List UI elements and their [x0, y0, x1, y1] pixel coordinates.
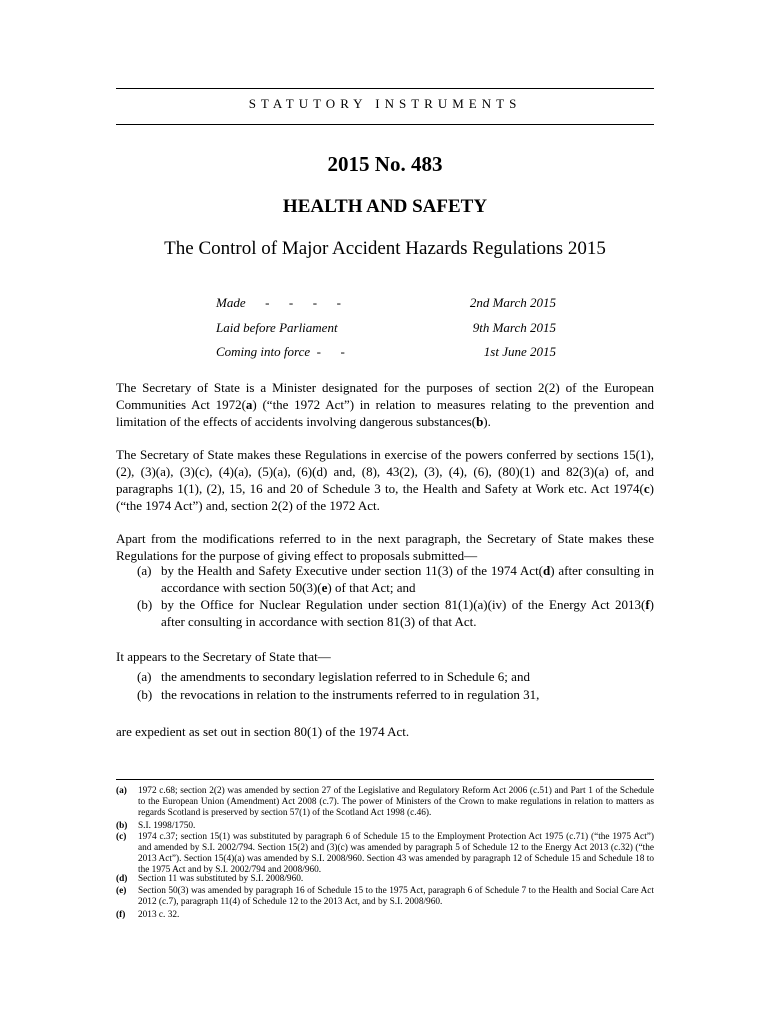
- recital-paragraph-2: The Secretary of State makes these Regulations in exercise of the powers conferred by sections 15(1), (2), (3)(a), (3)(c), (4)(a), (5)(a), (6)(d) and, (8), 43(2), (3), (4), (6), (80)(1) and 82(3)(a) of, and paragraphs 1(1), (2), 15, 16 and 20 of Schedule 3 to, the Health and Safety at Work etc. Act 1974(c) (“the 1974 Act”) and, section 2(2) of the 1972 Act.: [116, 447, 654, 513]
- list-item: (a) by the Health and Safety Executive under section 11(3) of the 1974 Act(d) after consulting in accordance with section 50(3)(e) of that Act; and: [137, 563, 654, 595]
- recital-paragraph-1: The Secretary of State is a Minister designated for the purposes of section 2(2) of the European Communities Act 1972(a) (“the 1972 Act”) in relation to measures relating to the prevention and limitation of the effects of accidents involving dangerous substances(b).: [116, 380, 654, 429]
- footnote: (b) S.I. 1998/1750.: [116, 821, 196, 831]
- footnote-ref: e: [321, 580, 328, 595]
- date-row-coming-into-force: [216, 344, 556, 364]
- subject-heading: HEALTH AND SAFETY: [282, 196, 488, 217]
- date-value: 2nd March 2015: [469, 295, 556, 310]
- footnote-ref: f: [645, 597, 650, 612]
- footnote-ref: b: [476, 414, 484, 429]
- date-label: Laid before Parliament: [216, 320, 338, 335]
- si-number: 2015 No. 483: [327, 152, 443, 176]
- footnote: (e) Section 50(3) was amended by paragraph 16 of Schedule 15 to the 1975 Act, paragraph 6 of Schedule 7 to the Health and Social Care Act 2012 (c.7), paragraph 11(4) of Schedule 12 to the 2013 Act, and by S.I. 2008/960.: [116, 886, 654, 907]
- date-value: 1st June 2015: [483, 344, 556, 359]
- series-header: STATUTORY INSTRUMENTS: [248, 96, 522, 111]
- footnote: (a) 1972 c.68; section 2(2) was amended by section 27 of the Legislative and Regulatory Reform Act 2006 (c.51) and Part 1 of the Schedule to the European Union (Amendment) Act 2008 (c.7). The power of Ministers of the Crown to make regulations in relation to matters as regards Scotland is preserved by section 57(1) of the Scotland Act 1998 (c.46).: [116, 786, 654, 818]
- recital-paragraph-3-intro: Apart from the modifications referred to in the next paragraph, the Secretary of State makes these Regulations for the purpose of giving effect to proposals submitted—: [116, 531, 654, 563]
- date-row-laid: [216, 320, 556, 340]
- footnote: (d) Section 11 was substituted by S.I. 2008/960.: [116, 874, 304, 884]
- recital-paragraph-4-intro: It appears to the Secretary of State that—: [116, 649, 331, 664]
- footnote-ref: d: [543, 563, 551, 578]
- recital-paragraph-4-outro: are expedient as set out in section 80(1) of the 1974 Act.: [116, 724, 410, 739]
- regulation-title: The Control of Major Accident Hazards Regulations 2015: [164, 238, 606, 259]
- date-label: Made - - - -: [216, 295, 341, 310]
- date-row-made: [216, 295, 556, 315]
- list-item: (b) the revocations in relation to the instruments referred to in regulation 31,: [137, 687, 540, 702]
- header-bottom-rule: [116, 124, 654, 125]
- date-label: Coming into force - -: [216, 344, 345, 359]
- header-top-rule: [116, 88, 654, 89]
- footnote-divider: [116, 779, 654, 780]
- list-item: (b) by the Office for Nuclear Regulation under section 81(1)(a)(iv) of the Energy Act 2013(f) after consulting in accordance with section 81(3) of that Act.: [137, 597, 654, 629]
- footnote-ref: c: [643, 481, 650, 496]
- list-item: (a) the amendments to secondary legislation referred to in Schedule 6; and: [137, 669, 530, 684]
- footnote: (f) 2013 c. 32.: [116, 910, 180, 920]
- footnote-ref: a: [245, 397, 253, 412]
- footnote: (c) 1974 c.37; section 15(1) was substituted by paragraph 6 of Schedule 15 to the Employment Protection Act 1975 (c.71) (“the 1975 Act”) and amended by S.I. 2002/794. Section 15(2) and (3)(c) was amended by paragraph 5 of Schedule 12 to the Energy Act 2013 (c.32) (“the 2013 Act”). Section 15(4)(a) was amended by S.I. 2008/960. Section 43 was amended by paragraph 12 of Schedule 15 and Schedule 18 to the 1975 Act and by S.I. 2002/794 and 2008/960.: [116, 832, 654, 875]
- date-value: 9th March 2015: [472, 320, 556, 335]
